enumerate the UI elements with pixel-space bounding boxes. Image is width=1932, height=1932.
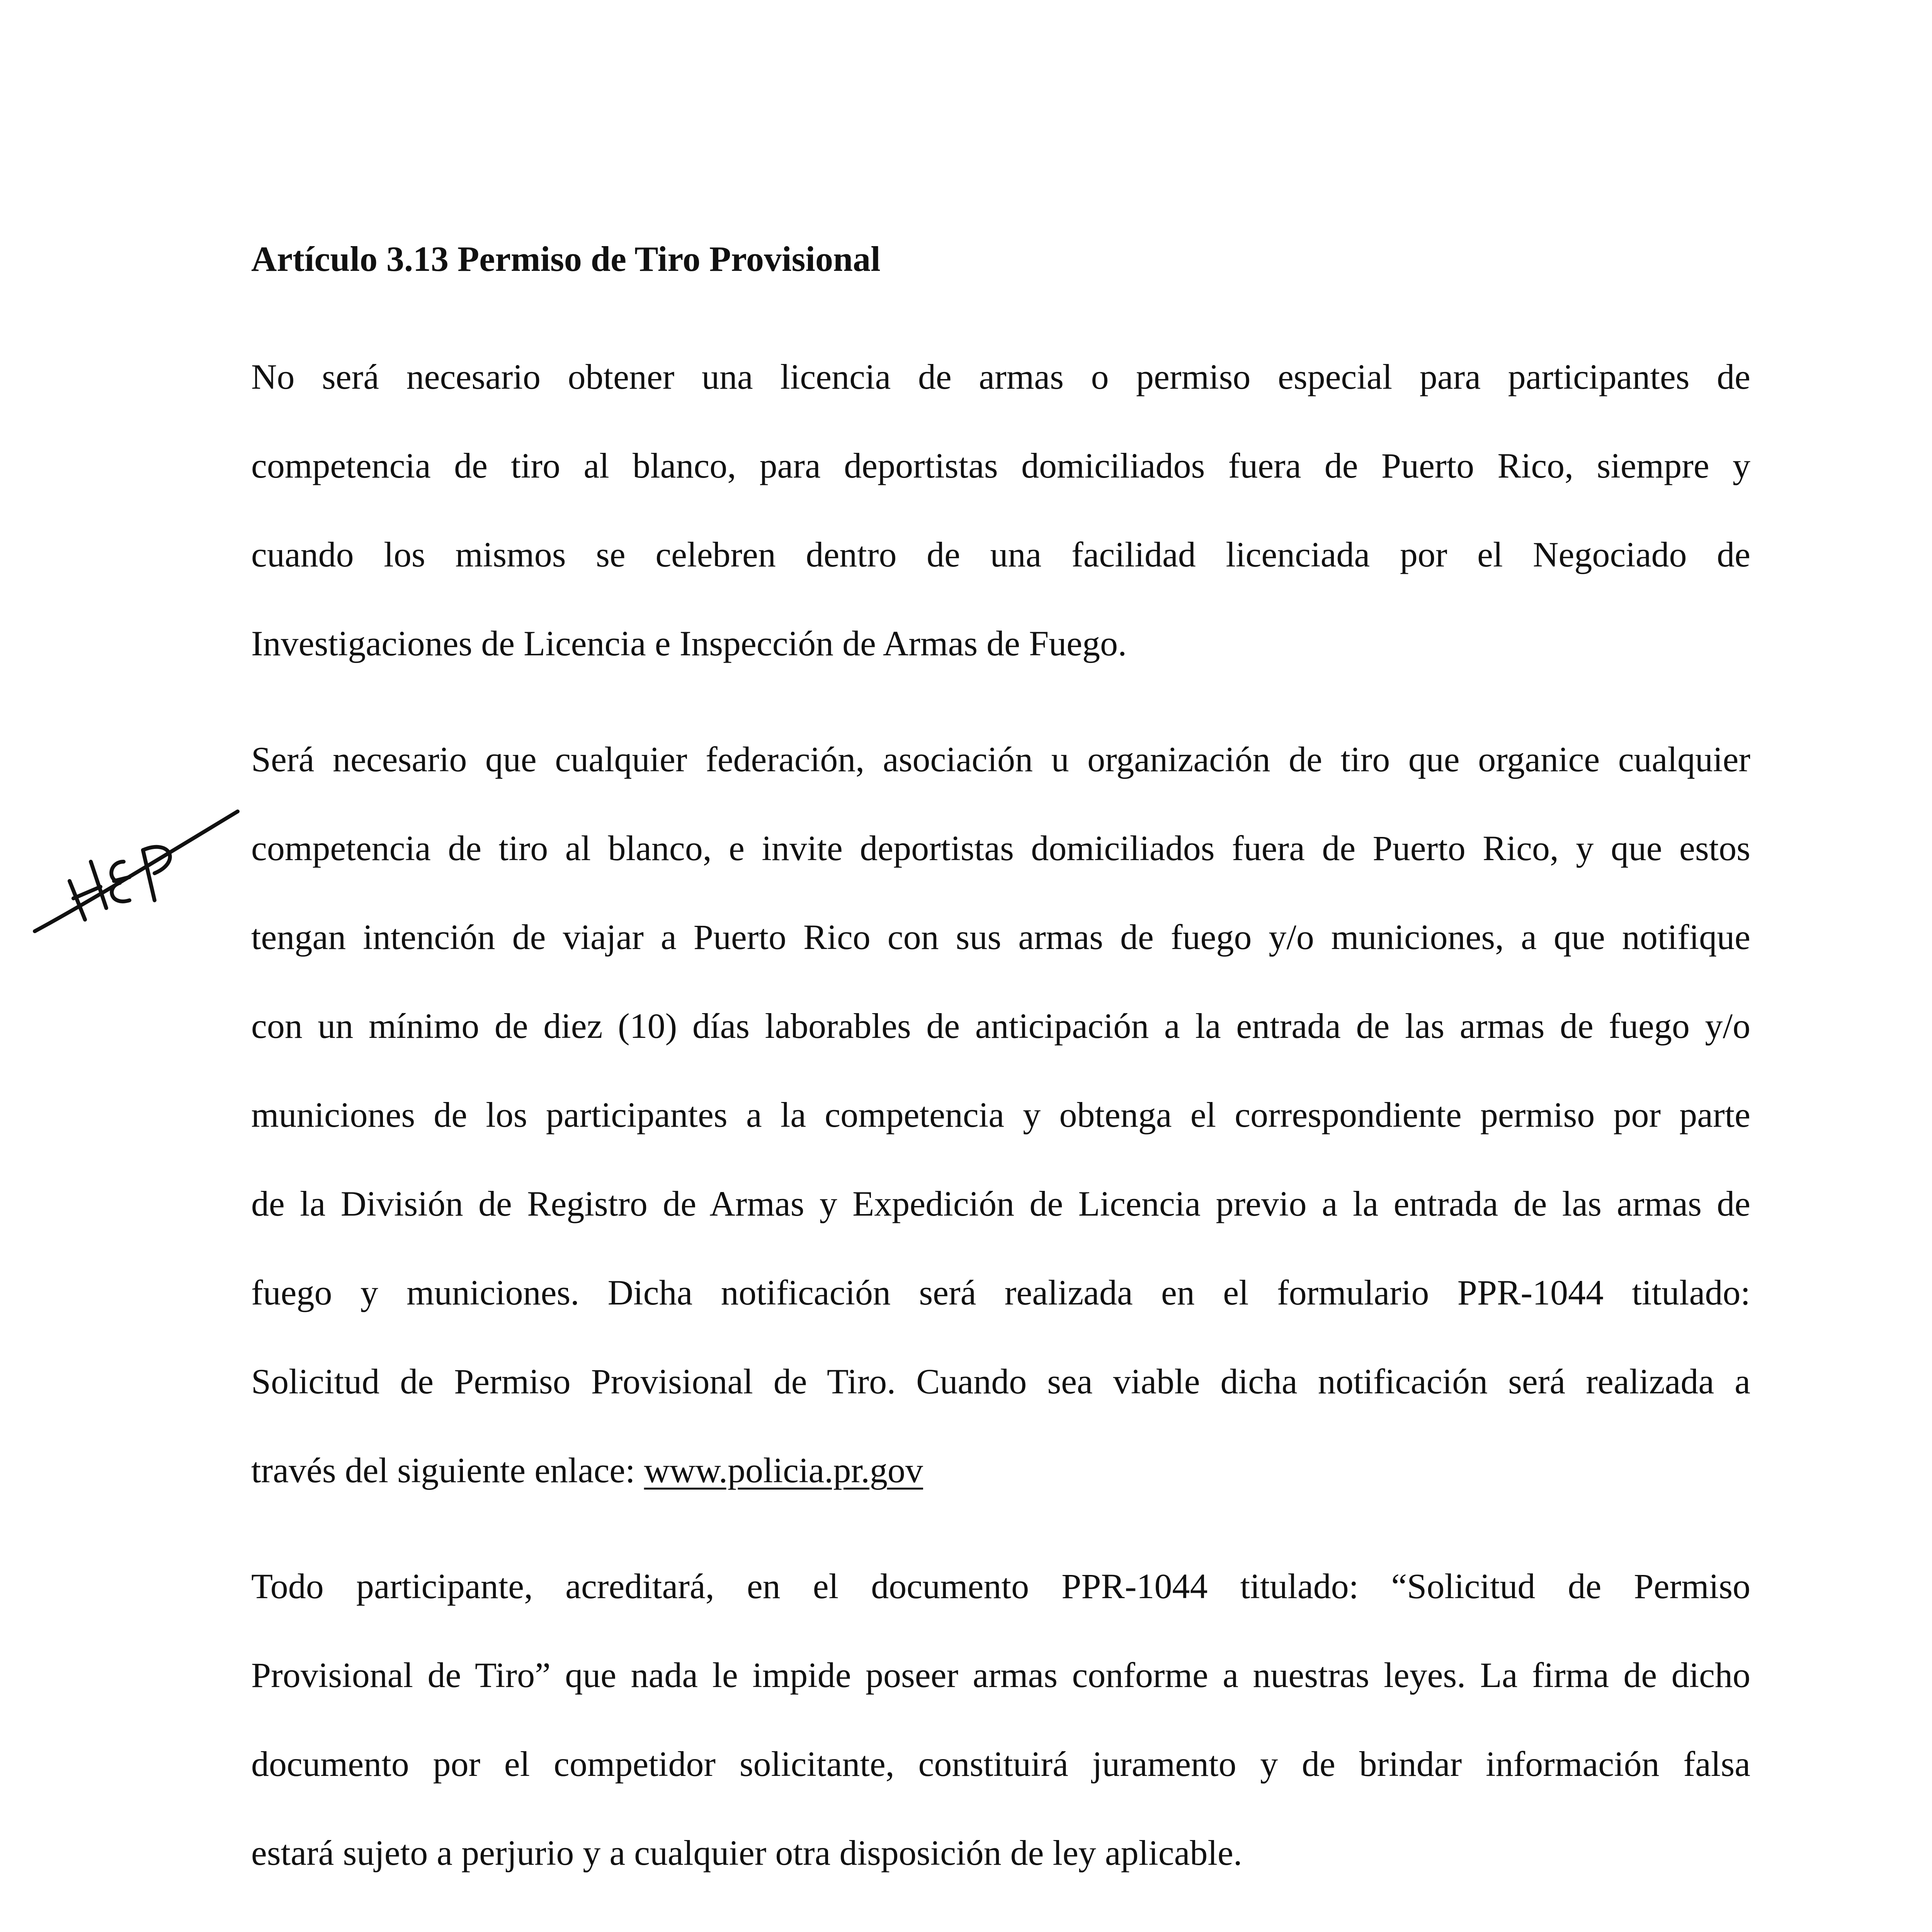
paragraph-line: No será necesario obtener una licencia de armas o permiso especial para participantes de — [251, 357, 1750, 396]
paragraph-line: Todo participante, acreditará, en el documento PPR-1044 titulado: “Solicitud de Permiso — [251, 1566, 1750, 1606]
paragraph-1 — [251, 332, 1750, 688]
paragraph-2 — [251, 715, 1750, 1515]
article-heading: Artículo 3.13 Permiso de Tiro Provisional — [251, 239, 881, 279]
paragraph-line: fuego y municiones. Dicha notificación será realizada en el formulario PPR-1044 titulado: — [251, 1273, 1750, 1312]
handwritten-initials-mark — [27, 804, 243, 943]
paragraph-line: documento por el competidor solicitante, constituirá juramento y de brindar información falsa — [251, 1744, 1750, 1784]
paragraph-4 — [251, 1917, 1750, 1932]
website-link[interactable]: www.policia.pr.gov — [644, 1451, 923, 1490]
paragraph-line: Solicitud de Permiso Provisional de Tiro. Cuando sea viable dicha notificación será realizada a — [251, 1362, 1750, 1401]
paragraph-3 — [251, 1542, 1750, 1897]
paragraph-line: competencia de tiro al blanco, para deportistas domiciliados fuera de Puerto Rico, siempre y — [251, 446, 1750, 485]
paragraph-line: de la División de Registro de Armas y Expedición de Licencia previo a la entrada de las armas de — [251, 1184, 1750, 1223]
paragraph-line: Será necesario que cualquier federación, asociación u organización de tiro que organice cualquier — [251, 740, 1750, 779]
paragraph-line-with-link — [251, 1426, 1750, 1515]
paragraph-line: cuando los mismos se celebren dentro de una facilidad licenciada por el Negociado de — [251, 535, 1750, 574]
link-prefix-text: través del siguiente enlace: — [251, 1451, 644, 1490]
paragraph-line: municiones de los participantes a la competencia y obtenga el correspondiente permiso por parte — [251, 1095, 1750, 1134]
paragraph-line: competencia de tiro al blanco, e invite deportistas domiciliados fuera de Puerto Rico, y que estos — [251, 828, 1750, 868]
paragraph-line: estará sujeto a perjurio y a cualquier otra disposición de ley aplicable. — [251, 1833, 1242, 1872]
paragraph-line: tengan intención de viajar a Puerto Rico con sus armas de fuego y/o municiones, a que notifique — [251, 917, 1750, 957]
paragraph-line — [251, 1917, 1750, 1932]
paragraph-line: Provisional de Tiro” que nada le impide poseer armas conforme a nuestras leyes. La firma de dicho — [251, 1655, 1750, 1695]
paragraph-line: con un mínimo de diez (10) días laborables de anticipación a la entrada de las armas de fuego y/o — [251, 1006, 1750, 1046]
paragraph-line: Investigaciones de Licencia e Inspección de Armas de Fuego. — [251, 624, 1127, 663]
